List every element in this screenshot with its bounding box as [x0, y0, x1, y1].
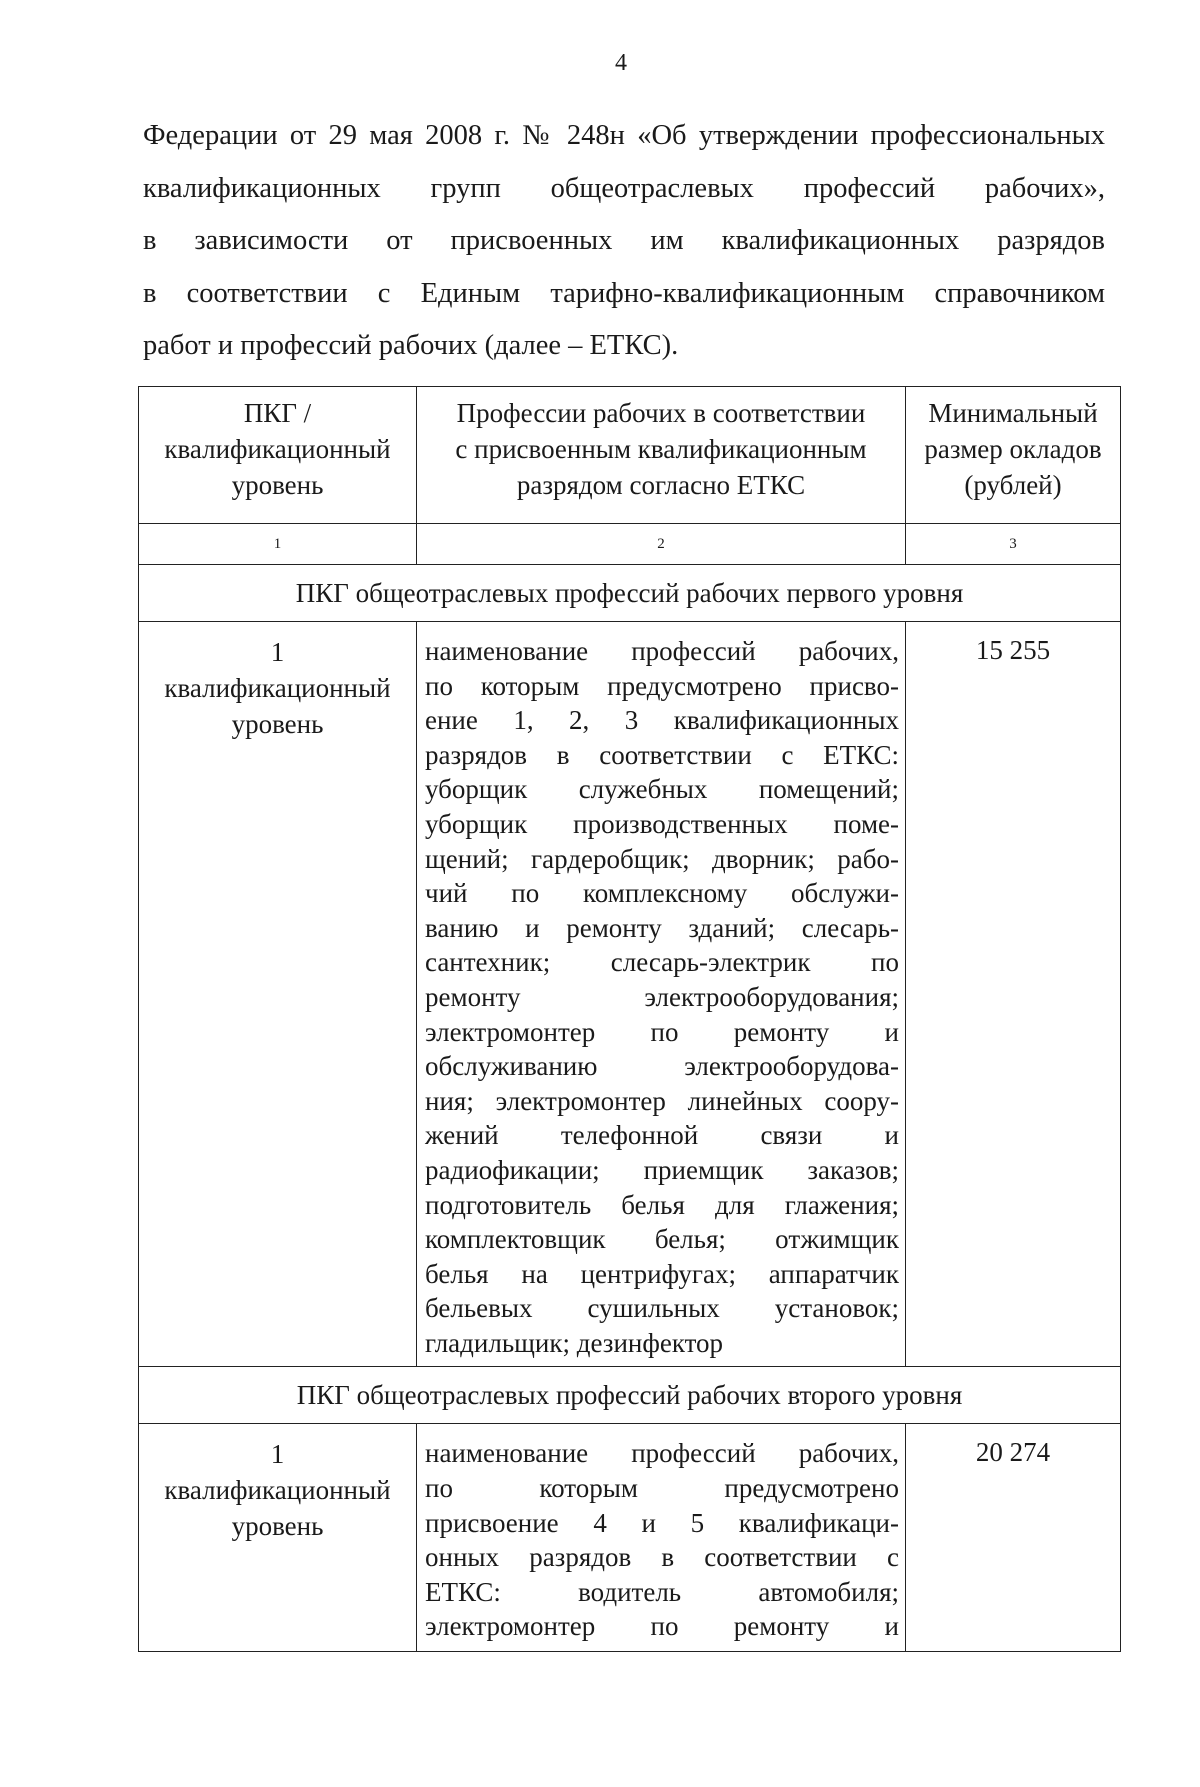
header-line: Профессии рабочих в соответствии	[456, 398, 866, 428]
description-line: онных разрядов в соответствии с	[425, 1542, 899, 1573]
header-line: квалификационный	[164, 434, 391, 464]
intro-line: квалификационных групп общеотраслевых профессий рабочих»,	[143, 172, 1105, 204]
professions-description	[417, 622, 906, 1367]
description-line: наименование профессий рабочих,	[425, 1438, 899, 1469]
intro-line: в соответствии с Единым тарифно-квалификационным справочником	[143, 277, 1105, 309]
description-line: жений телефонной связи и	[425, 1120, 899, 1151]
description-line: уборщик производственных поме-	[425, 808, 899, 839]
header-min-salary	[906, 387, 1121, 524]
column-number: 3	[906, 524, 1121, 565]
description-line: ния; электромонтер линейных соору-	[425, 1085, 899, 1116]
description-line: подготовитель белья для глажения;	[425, 1189, 899, 1220]
description-line: чий по комплексному обслужи-	[425, 878, 899, 909]
table-row	[139, 1424, 1121, 1652]
description-line: электромонтер по ремонту и	[425, 1611, 899, 1642]
professions-description	[417, 1424, 906, 1652]
description-line: сантехник; слесарь-электрик по	[425, 947, 899, 978]
description-line: радиофикации; приемщик заказов;	[425, 1154, 899, 1185]
level-line: уровень	[231, 1511, 324, 1542]
header-line: уровень	[231, 470, 324, 500]
header-line: ПКГ /	[243, 398, 312, 428]
description-line: разрядов в соответствии с ЕТКС:	[425, 739, 899, 770]
group-title-row	[139, 1367, 1121, 1424]
salary-table	[138, 386, 1121, 1652]
qualification-level	[139, 1424, 417, 1652]
qualification-level	[139, 622, 417, 1367]
intro-line: Федерации от 29 мая 2008 г. № 248н «Об утверждении профессиональных	[143, 120, 1105, 151]
page-number: 4	[615, 50, 627, 76]
description-line: наименование профессий рабочих,	[425, 636, 899, 666]
table-header-row	[139, 387, 1121, 524]
header-professions	[417, 387, 906, 524]
header-line: с присвоенным квалификационным	[455, 434, 867, 464]
description-line: ремонту электрооборудования;	[425, 981, 899, 1012]
description-line: щений; гардеробщик; дворник; рабо-	[425, 843, 899, 874]
description-line: ванию и ремонту зданий; слесарь-	[425, 912, 899, 943]
min-salary-value: 20 274	[906, 1424, 1121, 1652]
description-line: электромонтер по ремонту и	[425, 1016, 899, 1047]
description-line: ение 1, 2, 3 квалификационных	[425, 705, 899, 736]
description-line: присвоение 4 и 5 квалификаци-	[425, 1507, 899, 1538]
group-title: ПКГ общеотраслевых профессий рабочих второго уровня	[139, 1367, 1121, 1424]
header-pkg-level	[139, 387, 417, 524]
level-line: квалификационный	[164, 673, 391, 703]
column-number-row	[139, 524, 1121, 565]
description-line: по которым предусмотрено	[425, 1473, 899, 1504]
description-line: комплектовщик белья; отжимщик	[425, 1224, 899, 1255]
header-line: (рублей)	[964, 470, 1062, 500]
description-line: обслуживанию электрооборудова-	[425, 1051, 899, 1082]
intro-line: в зависимости от присвоенных им квалификационных разрядов	[143, 225, 1105, 256]
header-line: разрядом согласно ЕТКС	[516, 470, 806, 500]
description-line: бельевых сушильных установок;	[425, 1293, 899, 1324]
min-salary-value: 15 255	[906, 622, 1121, 1367]
column-number: 1	[139, 524, 417, 565]
description-line: по которым предусмотрено присво-	[425, 670, 899, 701]
group-title-row	[139, 565, 1121, 622]
description-line: уборщик служебных помещений;	[425, 774, 899, 805]
header-line: размер окладов	[924, 434, 1102, 464]
column-number: 2	[417, 524, 906, 565]
level-line: 1	[270, 1439, 285, 1470]
level-line: уровень	[231, 709, 324, 739]
table-row	[139, 622, 1121, 1367]
intro-paragraph	[143, 110, 1105, 373]
level-line: 1	[270, 637, 285, 667]
description-line: гладильщик; дезинфектор	[425, 1327, 724, 1358]
header-line: Минимальный	[928, 398, 1098, 428]
group-title: ПКГ общеотраслевых профессий рабочих первого уровня	[139, 565, 1121, 622]
description-line: ЕТКС: водитель автомобиля;	[425, 1576, 899, 1607]
level-line: квалификационный	[164, 1475, 391, 1506]
intro-line: работ и профессий рабочих (далее – ЕТКС).	[143, 330, 679, 361]
description-line: белья на центрифугах; аппаратчик	[425, 1258, 899, 1289]
